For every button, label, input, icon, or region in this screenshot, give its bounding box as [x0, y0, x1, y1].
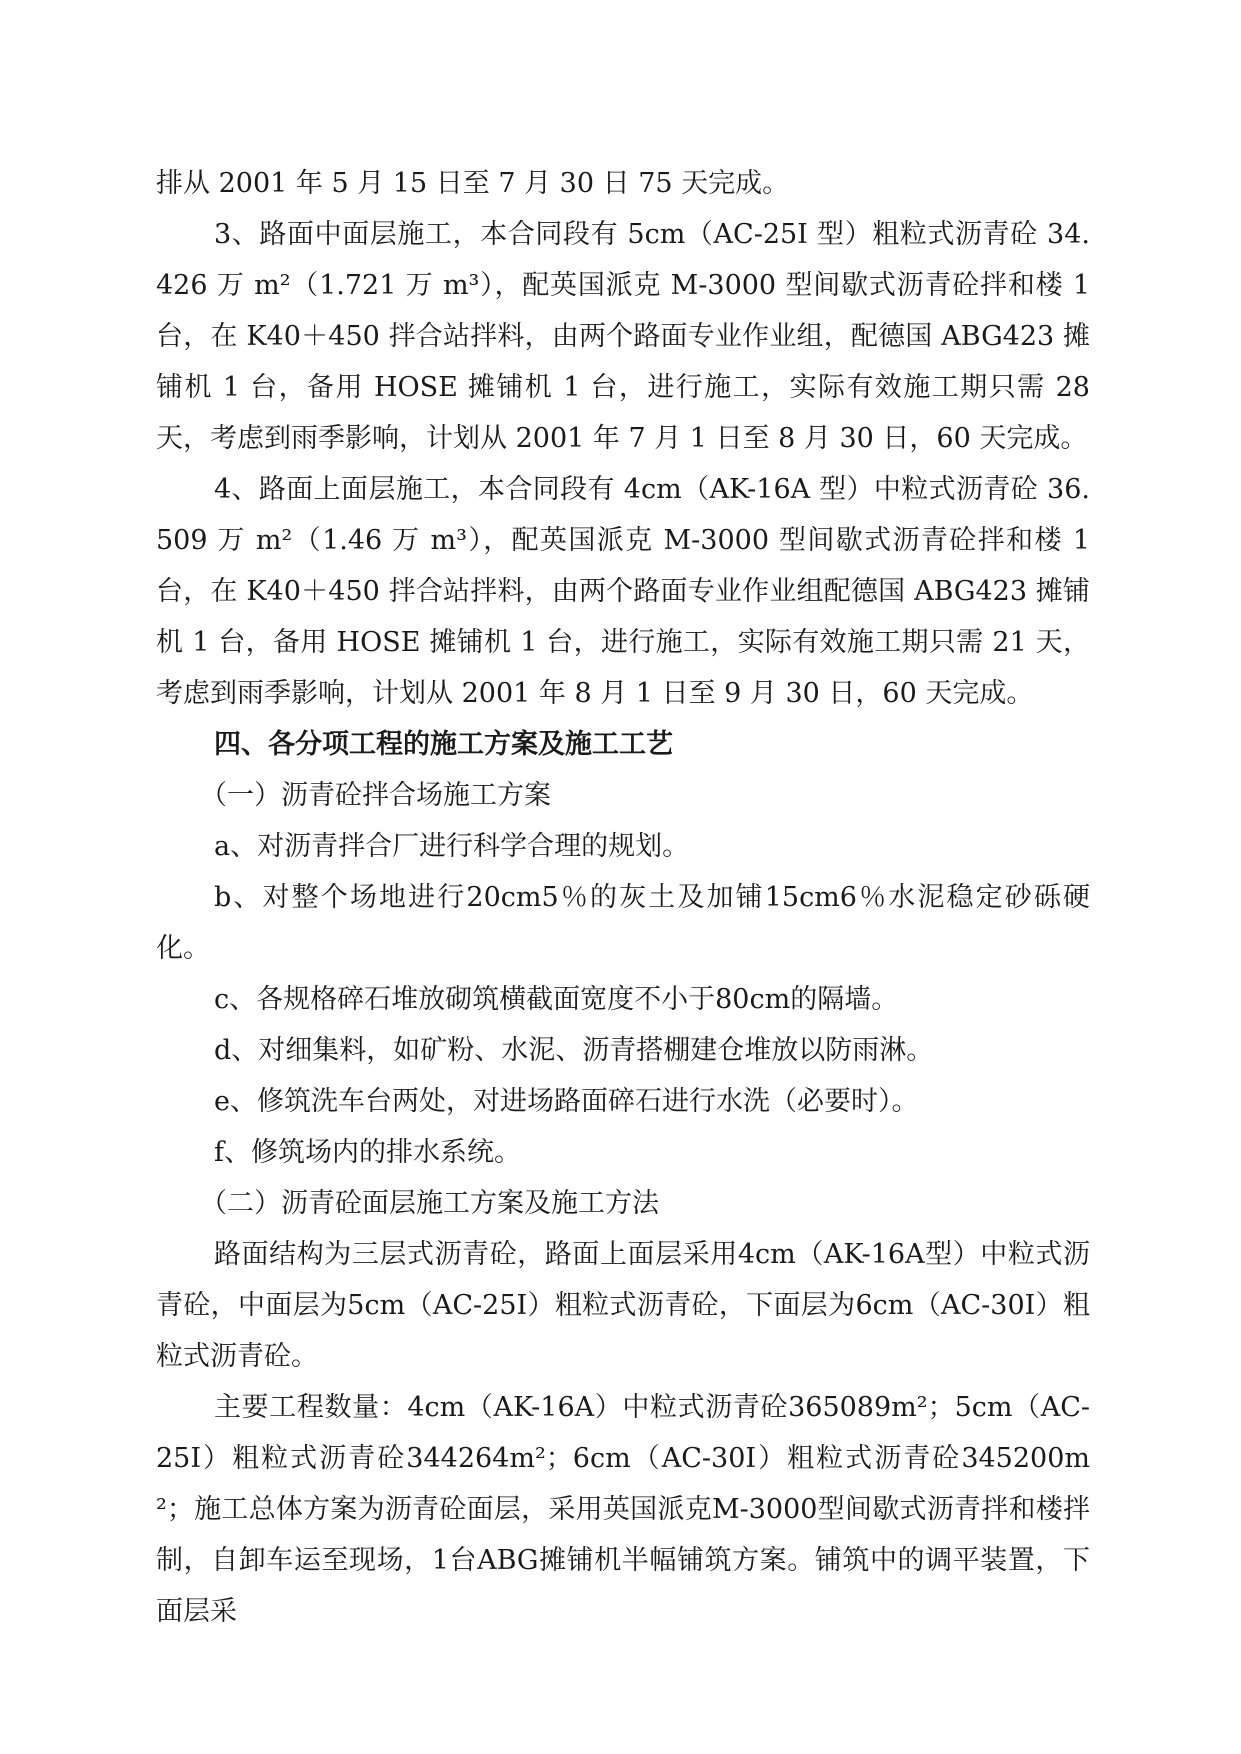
list-item-b: b、对整个场地进行20cm5％的灰土及加铺15cm6％水泥稳定砂砾硬化。 [156, 882, 1090, 964]
subsection-heading-mixing-plant: （一）沥青砼拌合场施工方案 [200, 780, 551, 811]
paragraph-schedule-end: 排从 2001 年 5 月 15 日至 7 月 30 日 75 天完成。 [156, 168, 790, 199]
list-item-d: d、对细集料，如矿粉、水泥、沥青搭棚建仓堆放以防雨淋。 [214, 1035, 934, 1066]
paragraph-quantities: 主要工程数量：4cm（AK-16A）中粒式沥青砼365089m²；5cm（AC-25I）粗粒式沥青砼344264m²；6cm（AC-30I）粗粒式沥青砼345200m²；施工总体方案为沥青砼面层，采用英国派克M-3000型间歇式沥青拌和楼拌制，自卸车运至现场，1台ABG摊铺机半幅铺筑方案。铺筑中的调平装置，下面层采 [156, 1392, 1090, 1627]
list-item-e: e、修筑洗车台两处，对进场路面碎石进行水洗（必要时）。 [214, 1086, 919, 1117]
paragraph-upper-layer: 4、路面上面层施工，本合同段有 4cm（AK-16A 型）中粒式沥青砼 36.509 万 m²（1.46 万 m³），配英国派克 M-3000 型间歇式沥青砼拌和楼 1 台，在 K40＋450 拌合站拌料，由两个路面专业作业组配德国 ABG423 摊铺机 1 台，备用 HOSE 摊铺机 1 台，进行施工，实际有效施工期只需 21 天，考虑到雨季影响，计划从 2001 年 8 月 1 日至 9 月 30 日，60 天完成。 [156, 474, 1090, 709]
section-heading: 四、各分项工程的施工方案及施工工艺 [214, 729, 673, 760]
list-item-f: f、修筑场内的排水系统。 [214, 1137, 521, 1168]
list-item-a: a、对沥青拌合厂进行科学合理的规划。 [214, 831, 690, 862]
subsection-heading-surface: （二）沥青砼面层施工方案及施工方法 [200, 1188, 659, 1219]
document-body [156, 158, 1090, 1637]
list-item-c: c、各规格碎石堆放砌筑横截面宽度不小于80cm的隔墙。 [214, 984, 899, 1015]
paragraph-pavement-structure: 路面结构为三层式沥青砼，路面上面层采用4cm（AK-16A型）中粒式沥青砼，中面层为5cm（AC-25I）粗粒式沥青砼，下面层为6cm（AC-30I）粗粒式沥青砼。 [156, 1239, 1090, 1372]
paragraph-middle-layer: 3、路面中面层施工，本合同段有 5cm（AC-25I 型）粗粒式沥青砼 34.426 万 m²（1.721 万 m³），配英国派克 M-3000 型间歇式沥青砼拌和楼 1 台，在 K40＋450 拌合站拌料，由两个路面专业作业组，配德国 ABG423 摊铺机 1 台，备用 HOSE 摊铺机 1 台，进行施工，实际有效施工期只需 28 天，考虑到雨季影响，计划从 2001 年 7 月 1 日至 8 月 30 日，60 天完成。 [156, 219, 1090, 454]
